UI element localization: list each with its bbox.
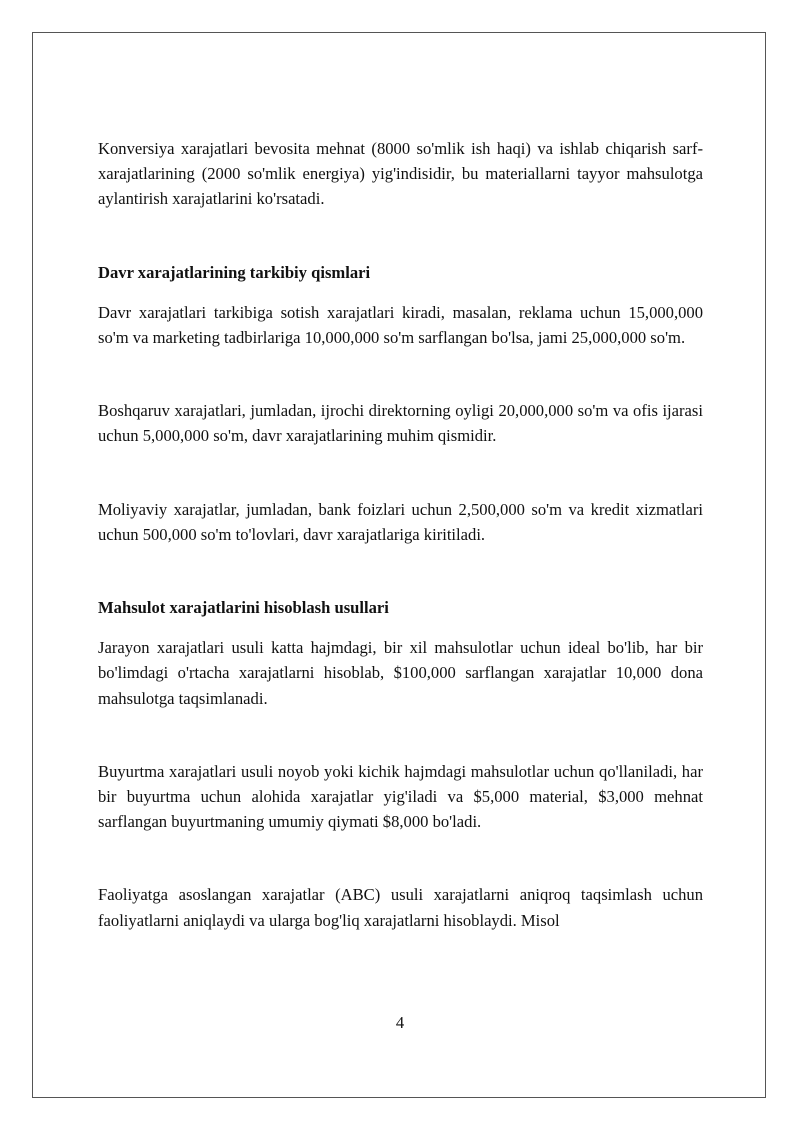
heading-costing-methods: Mahsulot xarajatlarini hisoblash usullari: [98, 598, 389, 618]
heading-period-costs: Davr xarajatlarining tarkibiy qismlari: [98, 262, 371, 282]
page-number: 4: [395, 1013, 405, 1032]
document-body: [98, 136, 703, 933]
paragraph-selling-costs: Davr xarajatlari tarkibiga sotish xarajatlari kiradi, masalan, reklama uchun 15,000,000 so'm va marketing tadbirlariga 10,000,000 so'm sarflangan bo'lsa, jami 25,000,000 so'm.: [98, 302, 703, 348]
paragraph-abc-costing: Faoliyatga asoslangan xarajatlar (ABC) usuli xarajatlarni aniqroq taqsimlash uchun faoliyatlarni aniqlaydi va ularga bog'liq xarajatlarni hisoblaydi. Misol: [98, 885, 703, 930]
paragraph-job-order-costing: Buyurtma xarajatlari usuli noyob yoki kichik hajmdagi mahsulotlar uchun qo'llaniladi, har bir buyurtma uchun alohida xarajatlar yig'iladi va $5,000 material, $3,000 mehnat sarflangan buyurtmaning umumiy qiymati $8,000 bo'ladi.: [98, 761, 703, 832]
paragraph-financial-costs: Moliyaviy xarajatlar, jumladan, bank foizlari uchun 2,500,000 so'm va kredit xizmatlari uchun 500,000 so'm to'lovlari, davr xarajatlariga kiritiladi.: [98, 499, 703, 544]
paragraph-process-costing: Jarayon xarajatlari usuli katta hajmdagi, bir xil mahsulotlar uchun ideal bo'lib, har bir bo'limdagi o'rtacha xarajatlarni hisoblab, $100,000 sarflangan xarajatlar 10,000 dona mahsulotga taqsimlanadi.: [98, 638, 703, 708]
paragraph-admin-costs: Boshqaruv xarajatlari, jumladan, ijrochi direktorning oyligi 20,000,000 so'm va ofis ijarasi uchun 5,000,000 so'm, davr xarajatlarining muhim qismidir.: [98, 401, 703, 446]
paragraph-conversion-costs: Konversiya xarajatlari bevosita mehnat (8000 so'mlik ish haqi) va ishlab chiqarish sarf-xarajatlarining (2000 so'mlik energiya) yig'indisidir, bu materiallarni tayyor mahsulotga aylantirish xarajatlarini ko'rsatadi.: [98, 139, 703, 209]
